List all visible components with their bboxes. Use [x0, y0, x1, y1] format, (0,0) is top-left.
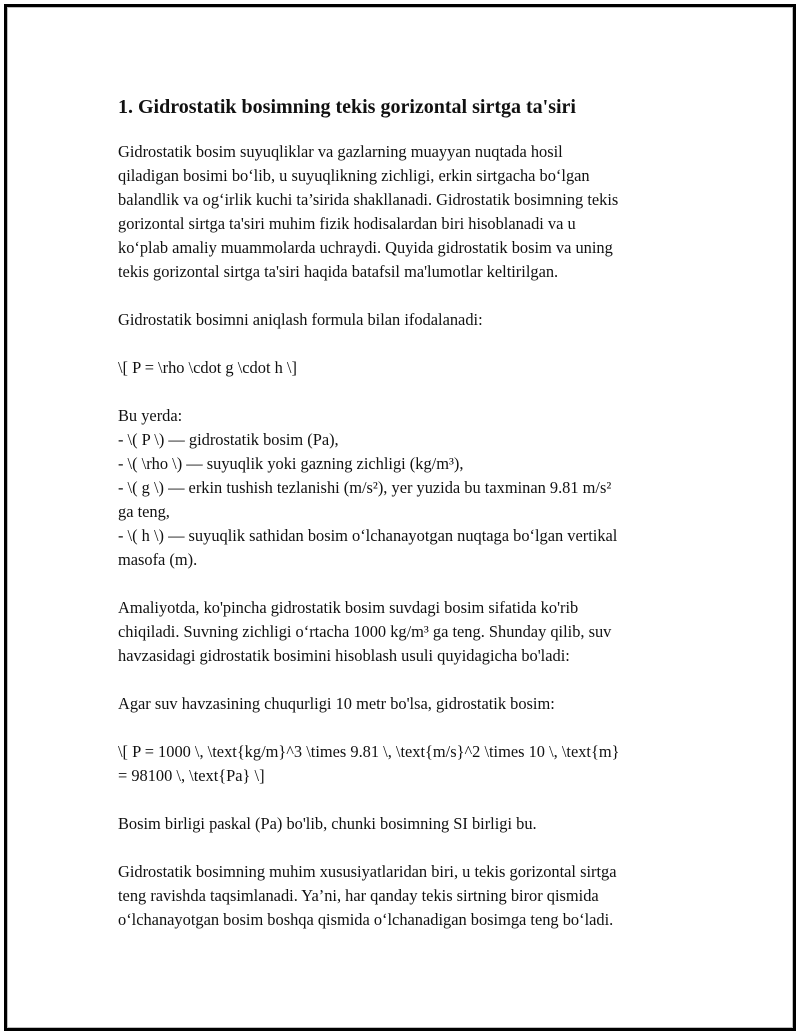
text-line: \[ P = 1000 \, \text{kg/m}^3 \times 9.81 \, \text{m/s}^2 \times 10 \, \text{m} [118, 742, 620, 761]
paragraph [118, 740, 684, 788]
text-line: Gidrostatik bosim suyuqliklar va gazlarning muayyan nuqtada hosil [118, 142, 563, 161]
text-line: havzasidagi gidrostatik bosimini hisoblash usuli quyidagicha bo'ladi: [118, 646, 570, 665]
text-line: - \( h \) — suyuqlik sathidan bosim o‘lchanayotgan nuqtaga bo‘lgan vertikal [118, 526, 618, 545]
text-line: Agar suv havzasining chuqurligi 10 metr bo'lsa, gidrostatik bosim: [118, 694, 555, 713]
text-line: teng ravishda taqsimlanadi. Ya’ni, har qanday tekis sirtning biror qismida [118, 886, 599, 905]
text-line: = 98100 \, \text{Pa} \] [118, 766, 265, 785]
text-line: o‘lchanayotgan bosim boshqa qismida o‘lchanadigan bosimga teng bo‘ladi. [118, 910, 614, 929]
paragraph [118, 596, 684, 668]
text-line: Bosim birligi paskal (Pa) bo'lib, chunki bosimning SI birligi bu. [118, 814, 537, 833]
text-line: masofa (m). [118, 550, 198, 569]
paragraph-list [118, 140, 684, 932]
text-line: tekis gorizontal sirtga ta'siri haqida batafsil ma'lumotlar keltirilgan. [118, 262, 559, 281]
text-line: ga teng, [118, 502, 170, 521]
paragraph [118, 860, 684, 932]
paragraph [118, 356, 684, 380]
text-line: qiladigan bosimi bo‘lib, u suyuqlikning zichligi, erkin sirtgacha bo‘lgan [118, 166, 590, 185]
text-line: Amaliyotda, ko'pincha gidrostatik bosim suvdagi bosim sifatida ko'rib [118, 598, 579, 617]
text-line: \[ P = \rho \cdot g \cdot h \] [118, 358, 297, 377]
paragraph [118, 692, 684, 716]
text-line: - \( \rho \) — suyuqlik yoki gazning zichligi (kg/m³), [118, 454, 464, 473]
text-line: Gidrostatik bosimni aniqlash formula bilan ifodalanadi: [118, 310, 483, 329]
text-line: - \( g \) — erkin tushish tezlanishi (m/s²), yer yuzida bu taxminan 9.81 m/s² [118, 478, 612, 497]
text-line: - \( P \) — gidrostatik bosim (Pa), [118, 430, 339, 449]
paragraph [118, 812, 684, 836]
section-title: 1. Gidrostatik bosimning tekis gorizontal sirtga ta'siri [118, 96, 576, 118]
text-line: Bu yerda: [118, 406, 183, 425]
text-line: chiqiladi. Suvning zichligi o‘rtacha 1000 kg/m³ ga teng. Shunday qilib, suv [118, 622, 612, 641]
paragraph [118, 308, 684, 332]
text-line: gorizontal sirtga ta'siri muhim fizik hodisalardan biri hisoblanadi va u [118, 214, 576, 233]
paragraph [118, 140, 684, 284]
text-line: balandlik va og‘irlik kuchi ta’sirida shakllanadi. Gidrostatik bosimning tekis [118, 190, 619, 209]
document-body [118, 94, 684, 956]
text-line: ko‘plab amaliy muammolarda uchraydi. Quyida gidrostatik bosim va uning [118, 238, 613, 257]
text-line: Gidrostatik bosimning muhim xususiyatlaridan biri, u tekis gorizontal sirtga [118, 862, 617, 881]
paragraph [118, 404, 684, 572]
